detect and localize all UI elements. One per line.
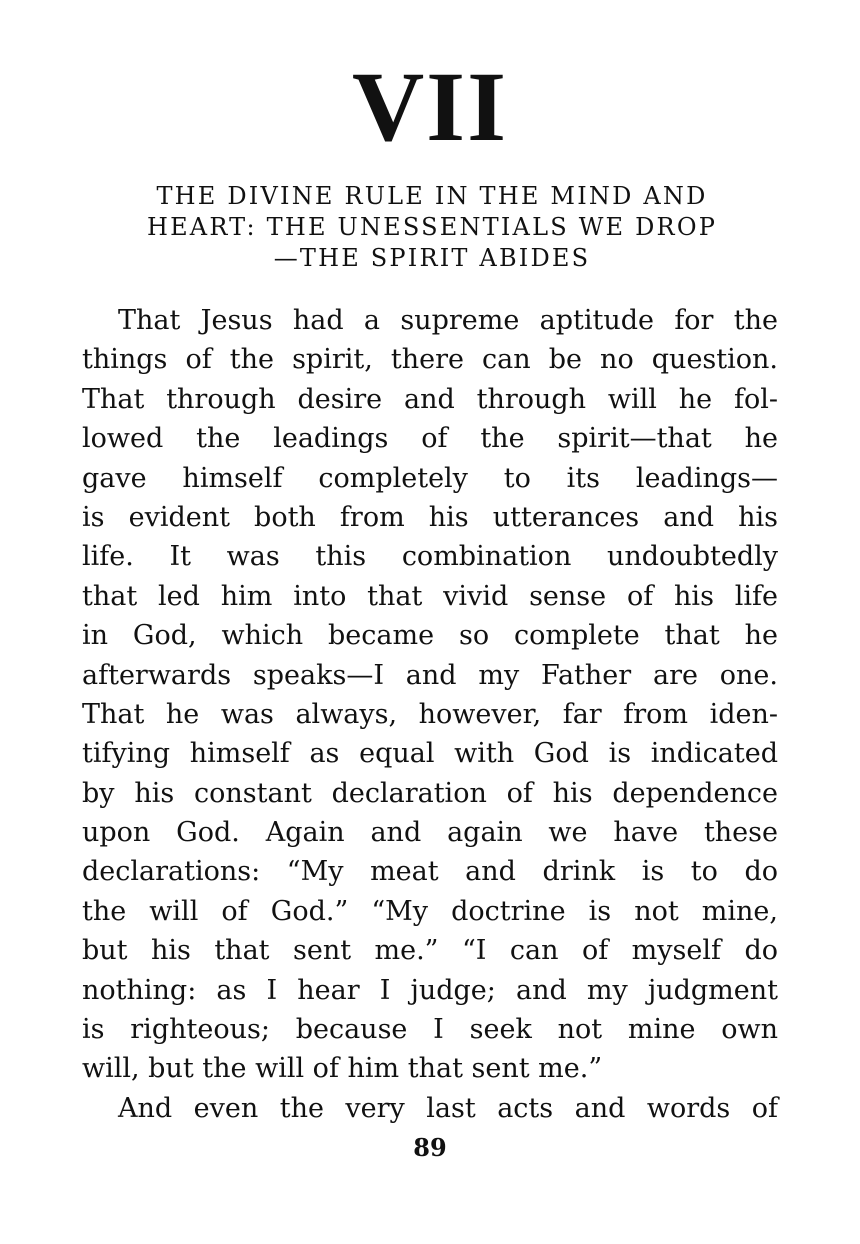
- body-line: nothing: as I hear I judge; and my judgment: [82, 974, 778, 1006]
- chapter-title-line: —THE SPIRIT ABIDES: [273, 244, 591, 272]
- body-text: [82, 301, 778, 1128]
- chapter-number: VII: [351, 51, 509, 162]
- body-line: That he was always, however, far from iden-: [82, 698, 778, 730]
- body-line: will, but the will of him that sent me.”: [82, 1053, 603, 1085]
- body-line: That through desire and through will he fol-: [82, 383, 778, 415]
- body-line: in God, which became so complete that he: [82, 620, 778, 652]
- body-line: things of the spirit, there can be no question.: [82, 344, 778, 376]
- body-line: gave himself completely to its leadings—: [82, 462, 778, 494]
- body-line: tifying himself as equal with God is indicated: [82, 738, 778, 770]
- body-line: is righteous; because I seek not mine own: [82, 1014, 778, 1046]
- body-line: lowed the leadings of the spirit—that he: [82, 423, 778, 455]
- body-line: afterwards speaks—I and my Father are one.: [82, 659, 778, 691]
- body-line: by his constant declaration of his dependence: [82, 777, 778, 809]
- body-line: the will of God.” “My doctrine is not mine,: [82, 895, 778, 927]
- body-line: life. It was this combination undoubtedly: [82, 541, 778, 573]
- chapter-title-line: HEART: THE UNESSENTIALS WE DROP: [146, 213, 718, 241]
- body-line: that led him into that vivid sense of his life: [82, 580, 778, 612]
- page-number: 89: [413, 1133, 447, 1162]
- chapter-title: [82, 181, 782, 274]
- body-line: is evident both from his utterances and his: [82, 501, 778, 533]
- body-line: but his that sent me.” “I can of myself do: [82, 935, 778, 967]
- body-line: upon God. Again and again we have these: [82, 817, 778, 849]
- chapter-title-line: THE DIVINE RULE IN THE MIND AND: [156, 182, 708, 210]
- body-line: declarations: “My meat and drink is to do: [82, 856, 778, 888]
- body-line: And even the very last acts and words of: [118, 1092, 778, 1124]
- body-line: That Jesus had a supreme aptitude for the: [118, 305, 778, 336]
